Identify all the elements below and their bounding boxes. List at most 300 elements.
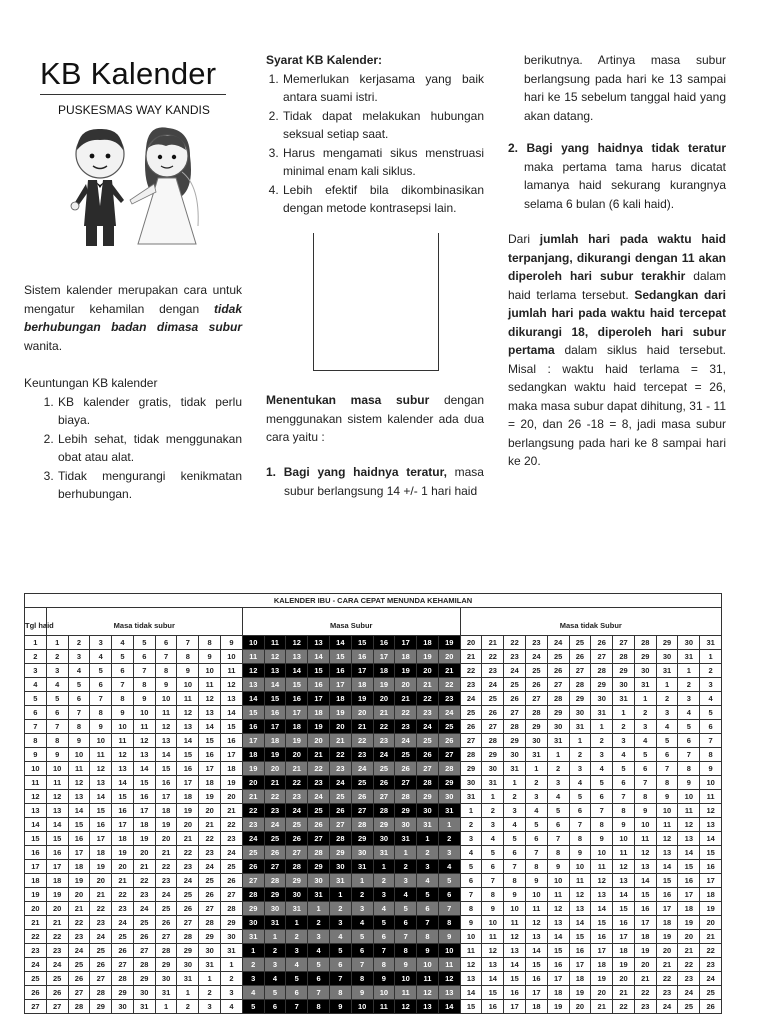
day-cell: 29 (286, 874, 308, 888)
day-cell: 4 (112, 636, 134, 650)
day-cell: 18 (286, 720, 308, 734)
day-cell: 14 (46, 818, 68, 832)
day-cell: 13 (308, 636, 330, 650)
day-cell: 9 (199, 650, 221, 664)
day-cell: 16 (504, 986, 526, 1000)
day-cell: 29 (177, 944, 199, 958)
day-cell: 1 (155, 1000, 177, 1014)
day-cell: 5 (678, 720, 700, 734)
table-row (25, 650, 722, 664)
day-cell: 10 (112, 720, 134, 734)
cara1-bold: Bagi yang haidnya teratur, (283, 465, 447, 479)
tgl-haid-cell: 2 (25, 650, 47, 664)
day-cell: 5 (264, 986, 286, 1000)
day-cell: 21 (221, 804, 243, 818)
day-cell: 13 (613, 874, 635, 888)
day-cell: 7 (133, 664, 155, 678)
day-cell: 12 (199, 692, 221, 706)
day-cell: 14 (656, 860, 678, 874)
day-cell: 2 (46, 650, 68, 664)
day-cell: 13 (221, 692, 243, 706)
tgl-haid-cell: 25 (25, 972, 47, 986)
day-cell: 2 (591, 734, 613, 748)
day-cell: 4 (351, 916, 373, 930)
day-cell: 1 (700, 650, 722, 664)
page-title: KB Kalender (40, 56, 217, 91)
day-cell: 26 (591, 636, 613, 650)
day-cell: 22 (700, 944, 722, 958)
day-cell: 18 (678, 902, 700, 916)
day-cell: 20 (438, 650, 460, 664)
day-cell: 16 (678, 874, 700, 888)
day-cell: 12 (68, 776, 90, 790)
day-cell: 28 (438, 762, 460, 776)
day-cell: 9 (482, 902, 504, 916)
menentukan-paragraph (266, 391, 484, 447)
day-cell: 21 (308, 748, 330, 762)
day-cell: 12 (700, 804, 722, 818)
day-cell: 19 (678, 916, 700, 930)
day-cell: 22 (68, 916, 90, 930)
day-cell: 10 (68, 748, 90, 762)
day-cell: 29 (656, 636, 678, 650)
day-cell: 3 (395, 874, 417, 888)
day-cell: 13 (634, 860, 656, 874)
day-cell: 7 (504, 860, 526, 874)
day-cell: 24 (438, 706, 460, 720)
day-cell: 31 (242, 930, 264, 944)
day-cell: 25 (221, 860, 243, 874)
day-cell: 1 (242, 944, 264, 958)
day-cell: 1 (569, 734, 591, 748)
day-cell: 3 (656, 706, 678, 720)
day-cell: 3 (329, 916, 351, 930)
day-cell: 16 (613, 916, 635, 930)
day-cell: 27 (569, 664, 591, 678)
day-cell: 11 (547, 888, 569, 902)
table-title: KALENDER IBU - CARA CEPAT MENUNDA KEHAMILAN (25, 594, 722, 608)
day-cell: 2 (482, 804, 504, 818)
day-cell: 4 (417, 874, 439, 888)
day-cell: 20 (199, 804, 221, 818)
day-cell: 19 (221, 776, 243, 790)
day-cell: 20 (308, 734, 330, 748)
day-cell: 13 (133, 748, 155, 762)
day-cell: 25 (177, 888, 199, 902)
day-cell: 20 (133, 846, 155, 860)
day-cell: 26 (68, 972, 90, 986)
day-cell: 14 (547, 930, 569, 944)
rumus-text-2: dalam haid terlama tersebut. (508, 269, 726, 302)
rumus-bold-2: Sedangkan dari jumlah hari pada waktu haid tercepat dikurangi 18, diperoleh hari subur pertama (508, 287, 726, 357)
day-cell: 1 (373, 860, 395, 874)
day-cell: 23 (68, 930, 90, 944)
day-cell: 12 (613, 860, 635, 874)
day-cell: 21 (46, 916, 68, 930)
day-cell: 17 (199, 762, 221, 776)
day-cell: 3 (525, 790, 547, 804)
day-cell: 19 (46, 888, 68, 902)
day-cell: 11 (656, 818, 678, 832)
day-cell: 5 (569, 790, 591, 804)
day-cell: 27 (395, 776, 417, 790)
day-cell: 24 (373, 748, 395, 762)
day-cell: 30 (438, 790, 460, 804)
day-cell: 11 (678, 804, 700, 818)
day-cell: 8 (308, 1000, 330, 1014)
day-cell: 12 (547, 902, 569, 916)
day-cell: 30 (569, 706, 591, 720)
day-cell: 25 (395, 748, 417, 762)
day-cell: 11 (133, 720, 155, 734)
day-cell: 18 (547, 986, 569, 1000)
day-cell: 23 (460, 678, 482, 692)
day-cell: 15 (286, 678, 308, 692)
day-cell: 10 (155, 692, 177, 706)
day-cell: 13 (547, 916, 569, 930)
day-cell: 3 (678, 692, 700, 706)
day-cell: 19 (308, 720, 330, 734)
day-cell: 12 (656, 832, 678, 846)
day-cell: 2 (199, 986, 221, 1000)
day-cell: 15 (90, 804, 112, 818)
day-cell: 4 (264, 972, 286, 986)
day-cell: 20 (417, 664, 439, 678)
day-cell: 13 (700, 818, 722, 832)
day-cell: 2 (286, 930, 308, 944)
day-cell: 18 (395, 650, 417, 664)
day-cell: 31 (264, 916, 286, 930)
day-cell: 18 (155, 804, 177, 818)
day-cell: 15 (133, 776, 155, 790)
day-cell: 5 (504, 832, 526, 846)
day-cell: 29 (242, 902, 264, 916)
day-cell: 3 (308, 930, 330, 944)
day-cell: 25 (373, 762, 395, 776)
day-cell: 16 (591, 930, 613, 944)
tgl-haid-cell: 13 (25, 804, 47, 818)
table-row (25, 916, 722, 930)
day-cell: 18 (264, 734, 286, 748)
day-cell: 15 (155, 762, 177, 776)
day-cell: 1 (482, 790, 504, 804)
day-cell: 14 (634, 874, 656, 888)
day-cell: 8 (678, 762, 700, 776)
day-cell: 12 (395, 1000, 417, 1014)
day-cell: 1 (438, 818, 460, 832)
day-cell: 6 (395, 916, 417, 930)
day-cell: 14 (112, 776, 134, 790)
day-cell: 28 (417, 776, 439, 790)
day-cell: 27 (591, 650, 613, 664)
table-row (25, 734, 722, 748)
day-cell: 22 (221, 818, 243, 832)
day-cell: 17 (177, 776, 199, 790)
day-cell: 10 (133, 706, 155, 720)
day-cell: 27 (242, 874, 264, 888)
day-cell: 8 (329, 986, 351, 1000)
day-cell: 21 (591, 1000, 613, 1014)
day-cell: 14 (438, 1000, 460, 1014)
day-cell: 28 (373, 804, 395, 818)
day-cell: 9 (547, 860, 569, 874)
day-cell: 17 (46, 860, 68, 874)
rumus-bold-1: jumlah hari pada waktu haid terpanjang, dikurangi dengan 11 akan diperoleh hari subur terakhir (508, 232, 726, 283)
day-cell: 14 (155, 748, 177, 762)
day-cell: 17 (155, 790, 177, 804)
day-cell: 30 (221, 930, 243, 944)
day-cell: 18 (199, 776, 221, 790)
day-cell: 30 (308, 874, 330, 888)
day-cell: 19 (286, 734, 308, 748)
day-cell: 15 (700, 846, 722, 860)
day-cell: 10 (395, 972, 417, 986)
day-cell: 12 (504, 930, 526, 944)
day-cell: 9 (373, 972, 395, 986)
table-row (25, 846, 722, 860)
day-cell: 26 (112, 944, 134, 958)
day-cell: 27 (68, 986, 90, 1000)
day-cell: 4 (308, 944, 330, 958)
day-cell: 14 (613, 888, 635, 902)
tgl-haid-cell: 18 (25, 874, 47, 888)
day-cell: 10 (460, 930, 482, 944)
day-cell: 20 (700, 916, 722, 930)
day-cell: 9 (329, 1000, 351, 1014)
day-cell: 5 (329, 944, 351, 958)
table-row (25, 664, 722, 678)
tgl-haid-cell: 19 (25, 888, 47, 902)
day-cell: 1 (591, 720, 613, 734)
day-cell: 28 (613, 650, 635, 664)
day-cell: 4 (547, 790, 569, 804)
day-cell: 11 (569, 874, 591, 888)
day-cell: 9 (417, 944, 439, 958)
masa-tidak-subur-label: Masa tidak subur (46, 608, 242, 636)
day-cell: 10 (90, 734, 112, 748)
day-cell: 25 (68, 958, 90, 972)
day-cell: 27 (112, 958, 134, 972)
list-item: 3. Tidak mengurangi kenikmatan berhubungan. (57, 467, 242, 504)
day-cell: 6 (504, 846, 526, 860)
tgl-haid-cell: 11 (25, 776, 47, 790)
day-cell: 9 (613, 818, 635, 832)
table-row (25, 804, 722, 818)
day-cell: 20 (177, 818, 199, 832)
day-cell: 12 (460, 958, 482, 972)
day-cell: 9 (504, 888, 526, 902)
day-cell: 24 (308, 790, 330, 804)
day-cell: 6 (525, 832, 547, 846)
day-cell: 4 (613, 748, 635, 762)
day-cell: 26 (308, 818, 330, 832)
day-cell: 24 (460, 692, 482, 706)
day-cell: 19 (569, 986, 591, 1000)
day-cell: 2 (221, 972, 243, 986)
day-cell: 3 (242, 972, 264, 986)
day-cell: 21 (242, 790, 264, 804)
day-cell: 29 (199, 930, 221, 944)
day-cell: 31 (482, 776, 504, 790)
day-cell: 10 (177, 678, 199, 692)
day-cell: 27 (482, 720, 504, 734)
day-cell: 16 (286, 692, 308, 706)
day-cell: 3 (46, 664, 68, 678)
cara2-text: maka pertama tama harus dicatat lamanya haid sekurang kurangnya selama 6 bulan (6 kali haid). (524, 159, 726, 211)
day-cell: 2 (700, 664, 722, 678)
day-cell: 4 (591, 762, 613, 776)
day-cell: 28 (264, 874, 286, 888)
day-cell: 23 (504, 650, 526, 664)
day-cell: 12 (133, 734, 155, 748)
day-cell: 23 (438, 692, 460, 706)
day-cell: 13 (417, 1000, 439, 1014)
day-cell: 28 (242, 888, 264, 902)
day-cell: 14 (68, 804, 90, 818)
table-row (25, 860, 722, 874)
day-cell: 5 (46, 692, 68, 706)
syarat-list (266, 70, 484, 218)
day-cell: 23 (634, 1000, 656, 1014)
table-row (25, 972, 722, 986)
day-cell: 26 (395, 762, 417, 776)
day-cell: 6 (155, 636, 177, 650)
tgl-haid-cell: 7 (25, 720, 47, 734)
day-cell: 10 (591, 846, 613, 860)
day-cell: 29 (351, 832, 373, 846)
day-cell: 4 (329, 930, 351, 944)
day-cell: 20 (678, 930, 700, 944)
day-cell: 29 (373, 818, 395, 832)
day-cell: 15 (351, 636, 373, 650)
day-cell: 22 (155, 860, 177, 874)
day-cell: 5 (373, 916, 395, 930)
day-cell: 9 (700, 762, 722, 776)
day-cell: 19 (112, 846, 134, 860)
day-cell: 22 (395, 706, 417, 720)
day-cell: 3 (351, 902, 373, 916)
day-cell: 18 (569, 972, 591, 986)
day-cell: 6 (700, 720, 722, 734)
day-cell: 12 (591, 874, 613, 888)
day-cell: 3 (591, 748, 613, 762)
list-item: 2. Tidak dapat melakukan hubungan seksual setiap saat. (282, 107, 484, 144)
day-cell: 12 (155, 720, 177, 734)
day-cell: 3 (547, 776, 569, 790)
day-cell: 7 (177, 636, 199, 650)
day-cell: 6 (547, 818, 569, 832)
day-cell: 22 (634, 986, 656, 1000)
day-cell: 2 (351, 888, 373, 902)
day-cell: 26 (177, 902, 199, 916)
day-cell: 24 (351, 762, 373, 776)
day-cell: 26 (700, 1000, 722, 1014)
day-cell: 6 (351, 944, 373, 958)
day-cell: 25 (438, 720, 460, 734)
day-cell: 22 (678, 958, 700, 972)
day-cell: 14 (199, 720, 221, 734)
day-cell: 31 (700, 636, 722, 650)
day-cell: 6 (133, 650, 155, 664)
day-cell: 13 (438, 986, 460, 1000)
day-cell: 25 (569, 636, 591, 650)
day-cell: 5 (395, 902, 417, 916)
day-cell: 2 (634, 706, 656, 720)
day-cell: 18 (700, 888, 722, 902)
rumus-paragraph (508, 230, 726, 471)
day-cell: 5 (460, 860, 482, 874)
day-cell: 17 (264, 720, 286, 734)
day-cell: 3 (438, 846, 460, 860)
day-cell: 4 (656, 720, 678, 734)
day-cell: 16 (46, 846, 68, 860)
day-cell: 30 (613, 678, 635, 692)
day-cell: 5 (351, 930, 373, 944)
day-cell: 21 (155, 846, 177, 860)
day-cell: 11 (460, 944, 482, 958)
day-cell: 9 (634, 804, 656, 818)
day-cell: 26 (417, 748, 439, 762)
day-cell: 28 (591, 664, 613, 678)
day-cell: 7 (591, 804, 613, 818)
day-cell: 20 (656, 944, 678, 958)
day-cell: 23 (329, 762, 351, 776)
day-cell: 8 (504, 874, 526, 888)
day-cell: 26 (221, 874, 243, 888)
day-cell: 22 (417, 692, 439, 706)
day-cell: 5 (308, 958, 330, 972)
day-cell: 23 (395, 720, 417, 734)
day-cell: 30 (525, 734, 547, 748)
day-cell: 13 (656, 846, 678, 860)
day-cell: 21 (329, 734, 351, 748)
day-cell: 13 (112, 762, 134, 776)
day-cell: 23 (700, 958, 722, 972)
day-cell: 8 (656, 776, 678, 790)
day-cell: 17 (634, 916, 656, 930)
day-cell: 2 (438, 832, 460, 846)
table-row (25, 930, 722, 944)
day-cell: 25 (155, 902, 177, 916)
day-cell: 1 (286, 916, 308, 930)
day-cell: 7 (460, 888, 482, 902)
day-cell: 1 (613, 706, 635, 720)
day-cell: 17 (308, 692, 330, 706)
day-cell: 26 (46, 986, 68, 1000)
cara2-number: 2. (508, 141, 519, 155)
day-cell: 15 (591, 916, 613, 930)
day-cell: 23 (308, 776, 330, 790)
day-cell: 8 (482, 888, 504, 902)
cara2-bold: Bagi yang haidnya tidak teratur (526, 141, 726, 155)
day-cell: 20 (373, 692, 395, 706)
table-row (25, 944, 722, 958)
day-cell: 6 (634, 762, 656, 776)
day-cell: 13 (199, 706, 221, 720)
day-cell: 14 (221, 706, 243, 720)
day-cell: 13 (504, 944, 526, 958)
day-cell: 20 (351, 706, 373, 720)
cara1-continued-text: berikutnya. Artinya masa subur berlangsung pada hari ke 13 sampai hari ke 15 sebelum tanggal haid yang akan datang. (524, 53, 726, 123)
day-cell: 26 (373, 776, 395, 790)
day-cell: 20 (264, 762, 286, 776)
day-cell: 26 (90, 958, 112, 972)
tgl-haid-cell: 24 (25, 958, 47, 972)
day-cell: 23 (678, 972, 700, 986)
day-cell: 26 (547, 664, 569, 678)
day-cell: 25 (417, 734, 439, 748)
day-cell: 28 (569, 678, 591, 692)
